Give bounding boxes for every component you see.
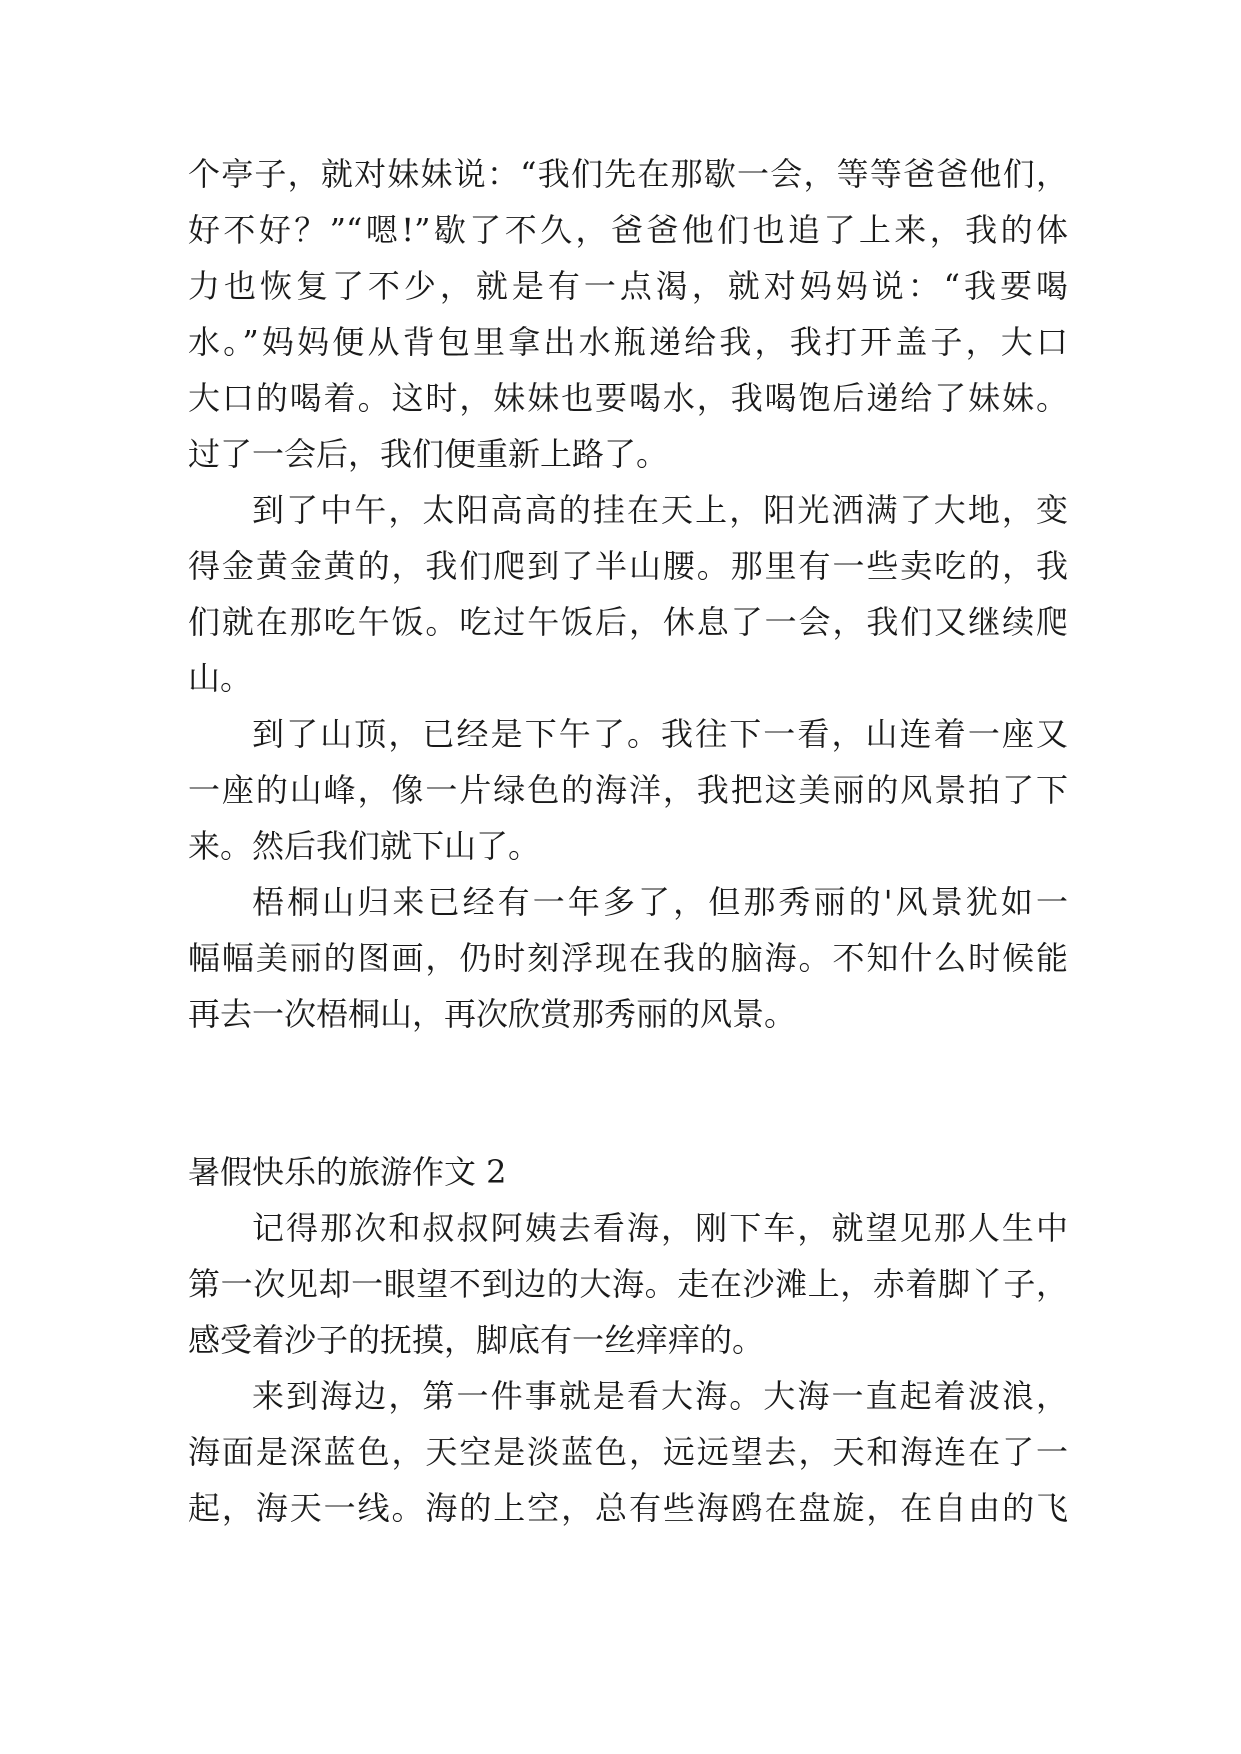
text-line: 好不好？”“嗯!”歇了不久，爸爸他们也追了上来，我的体 (188, 211, 1068, 249)
text-line: 海面是深蓝色，天空是淡蓝色，远远望去，天和海连在了一 (188, 1433, 1068, 1471)
text-line: 得金黄金黄的，我们爬到了半山腰。那里有一些卖吃的，我 (188, 547, 1068, 585)
text-line: 梧桐山归来已经有一年多了，但那秀丽的'风景犹如一 (252, 883, 1068, 921)
article-1-paragraph-4 (188, 874, 1068, 1042)
text-line: 到了中午，太阳高高的挂在天上，阳光洒满了大地，变 (252, 491, 1068, 529)
article-2-title: 暑假快乐的旅游作文 2 (188, 1153, 507, 1191)
text-line: 个亭子，就对妹妹说：“我们先在那歇一会，等等爸爸他们， (188, 155, 1068, 193)
text-line: 再去一次梧桐山，再次欣赏那秀丽的风景。 (188, 995, 797, 1033)
article-2-paragraph-2 (188, 1368, 1068, 1536)
text-line: 到了山顶，已经是下午了。我往下一看，山连着一座又 (252, 715, 1068, 753)
text-line: 一座的山峰，像一片绿色的海洋，我把这美丽的风景拍了下 (188, 771, 1068, 809)
text-line: 来到海边，第一件事就是看大海。大海一直起着波浪， (252, 1377, 1068, 1415)
article-2 (188, 1144, 1068, 1536)
text-line: 起，海天一线。海的上空，总有些海鸥在盘旋，在自由的飞 (188, 1489, 1068, 1527)
text-line: 们就在那吃午饭。吃过午饭后，休息了一会，我们又继续爬 (188, 603, 1068, 641)
article-1-body (188, 146, 1068, 1042)
text-line: 感受着沙子的抚摸，脚底有一丝痒痒的。 (188, 1321, 765, 1359)
text-line: 第一次见却一眼望不到边的大海。走在沙滩上，赤着脚丫子， (188, 1265, 1068, 1303)
article-1-paragraph-2 (188, 482, 1068, 706)
text-line: 大口的喝着。这时，妹妹也要喝水，我喝饱后递给了妹妹。 (188, 379, 1068, 417)
text-line: 来。然后我们就下山了。 (188, 827, 541, 865)
text-line: 幅幅美丽的图画，仍时刻浮现在我的脑海。不知什么时候能 (188, 939, 1068, 977)
text-line: 记得那次和叔叔阿姨去看海，刚下车，就望见那人生中 (252, 1209, 1068, 1247)
text-line: 水。”妈妈便从背包里拿出水瓶递给我，我打开盖子，大口 (188, 323, 1068, 361)
article-1-paragraph-1 (188, 146, 1068, 482)
article-1-paragraph-3 (188, 706, 1068, 874)
text-line: 过了一会后，我们便重新上路了。 (188, 435, 669, 473)
article-2-paragraph-1 (188, 1200, 1068, 1368)
text-line: 力也恢复了不少，就是有一点渴，就对妈妈说：“我要喝 (188, 267, 1068, 305)
text-line: 山。 (188, 659, 253, 697)
